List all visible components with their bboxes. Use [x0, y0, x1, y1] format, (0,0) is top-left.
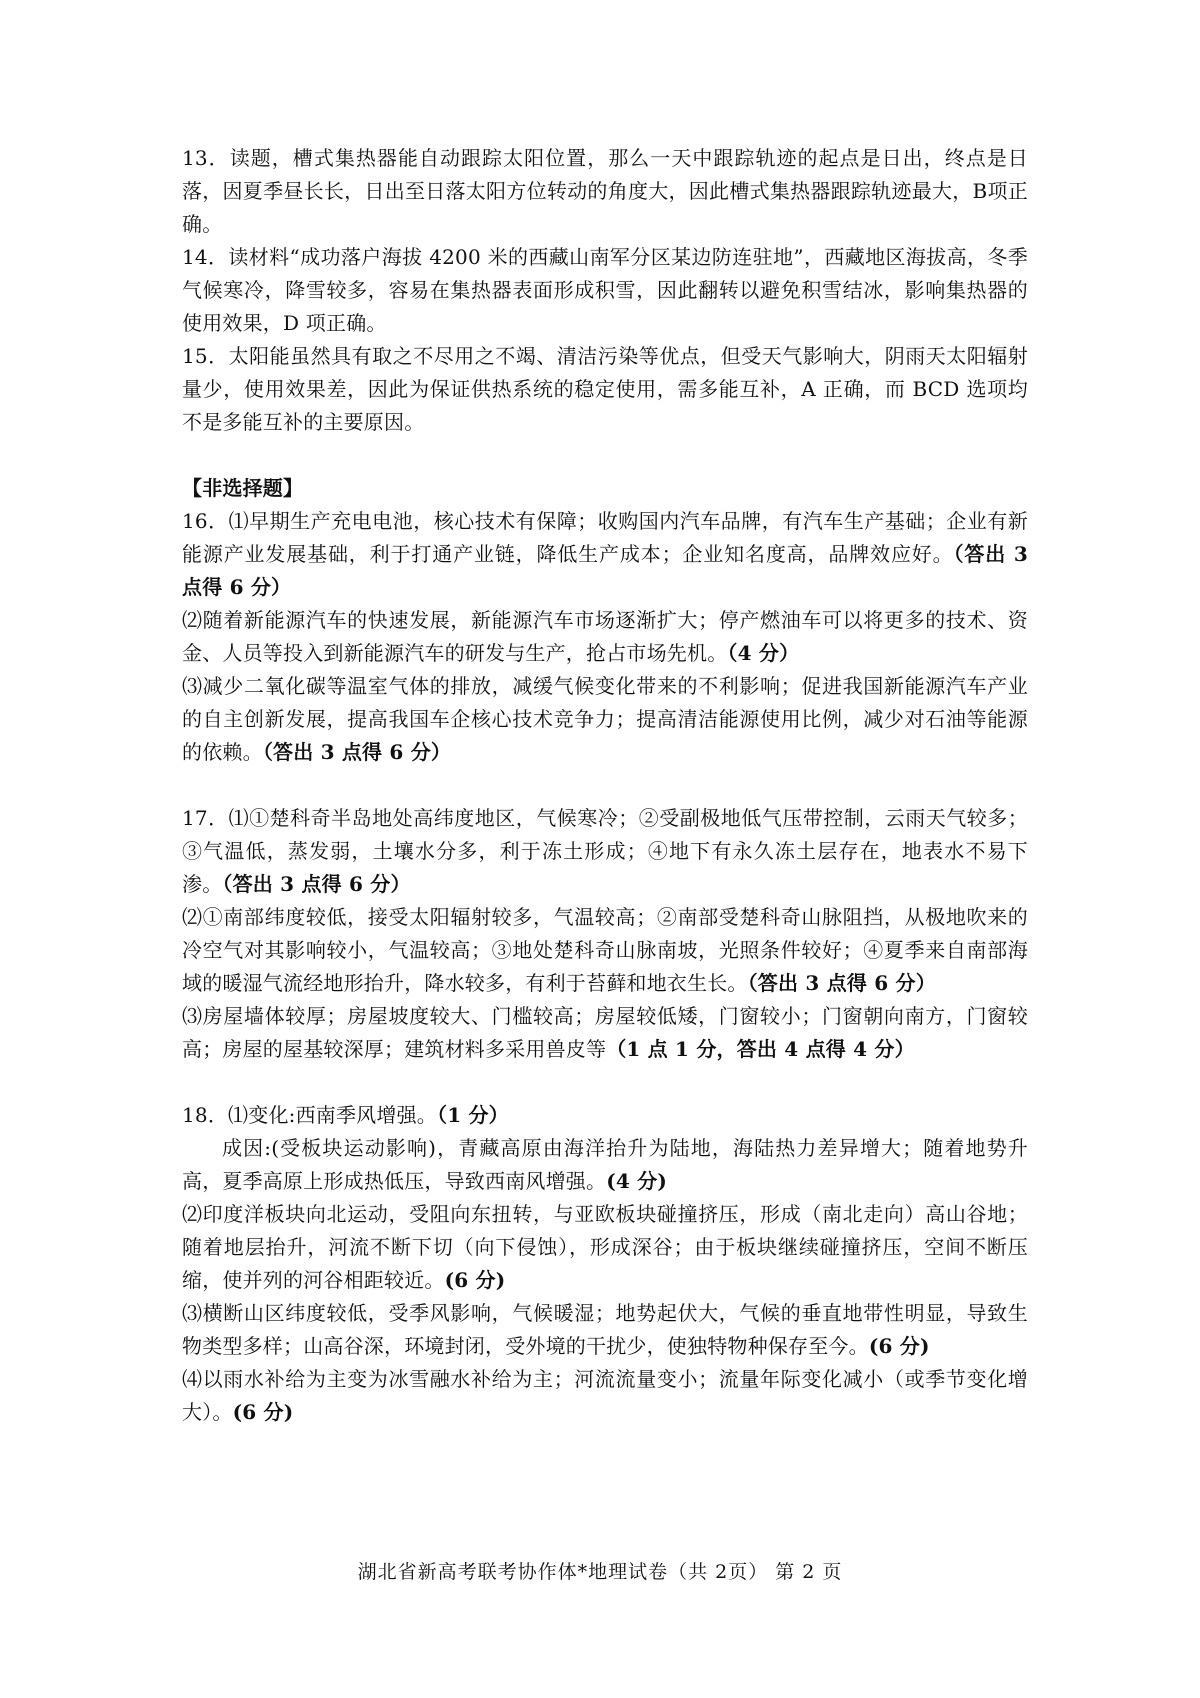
- score-note: （答出 3 点得 6 分）: [747, 971, 936, 995]
- answer-q18-part3: [182, 1297, 1028, 1363]
- answer-text: ⑶横断山区纬度较低，受季风影响，气候暖湿；地势起伏大，气候的垂直地带性明显，导致生物类型多样；山高谷深，环境封闭，受外境的干扰少，使独特物种保存至今。: [182, 1301, 1028, 1358]
- score-note: （答出 3 点得 6 分）: [222, 872, 411, 896]
- score-note: （4 分）: [727, 641, 800, 665]
- answer-q16-part1: [182, 505, 1028, 604]
- answer-q17-part1: [182, 802, 1028, 901]
- answer-q15: 15．太阳能虽然具有取之不尽用之不竭、清洁污染等优点，但受天气影响大，阴雨天太阳辐射量少，使用效果差，因此为保证供热系统的稳定使用，需多能互补，A 正确，而 BCD 选项均不是多能互补的主要原因。: [182, 344, 1028, 434]
- page-footer: 湖北省新高考联考协作体*地理试卷（共 2页） 第 2 页: [357, 1561, 843, 1583]
- answer-q18-part4: [182, 1363, 1028, 1429]
- answer-q14: 14．读材料“成功落户海拔 4200 米的西藏山南军分区某边防连驻地”，西藏地区海拔高，冬季气候寒冷，降雪较多，容易在集热器表面形成积雪，因此翻转以避免积雪结冰，影响集热器的使用效果，D 项正确。: [182, 245, 1028, 335]
- answer-text: 18．⑴变化:西南季风增强。: [182, 1103, 437, 1127]
- answer-text: 17．⑴①楚科奇半岛地处高纬度地区，气候寒冷；②受副极地低气压带控制，云雨天气较多；③气温低，蒸发弱，土壤水分多，利于冻土形成；④地下有永久冻土层存在，地表水不易下渗。: [182, 806, 1028, 896]
- section-heading-non-choice: 【非选择题】: [182, 476, 304, 500]
- answer-text: ⑵①南部纬度较低，接受太阳辐射较多，气温较高；②南部受楚科奇山脉阻挡，从极地吹来的冷空气对其影响较小，气温较高；③地处楚科奇山脉南坡，光照条件较好；④夏季来自南部海域的暖湿气流经地形抬升，降水较多，有利于苔藓和地衣生长。: [182, 905, 1028, 995]
- answer-text: ⑷以雨水补给为主变为冰雪融水补给为主；河流流量变小；流量年际变化减小（或季节变化增大）。: [182, 1367, 1028, 1424]
- score-note: (4 分): [606, 1169, 668, 1193]
- answer-text: 成因:(受板块运动影响)，青藏高原由海洋抬升为陆地，海陆热力差异增大；随着地势升高，夏季高原上形成热低压，导致西南风增强。: [182, 1136, 1028, 1193]
- answer-content: [182, 142, 1028, 1429]
- score-note: (6 分): [444, 1268, 506, 1292]
- score-note: (6 分): [232, 1400, 294, 1424]
- answer-q18-part2: [182, 1198, 1028, 1297]
- answer-q18-part1: [182, 1099, 1028, 1132]
- score-note: (6 分): [868, 1334, 930, 1358]
- answer-q16-part2: [182, 604, 1028, 670]
- score-note: （答出 3 点得 6 分）: [182, 542, 1028, 599]
- answer-q18-part1-cause: [182, 1132, 1028, 1198]
- answer-text: ⑵随着新能源汽车的快速发展，新能源汽车市场逐渐扩大；停产燃油车可以将更多的技术、资金、人员等投入到新能源汽车的研发与生产，抢占市场先机。: [182, 608, 1028, 665]
- answer-q16-part3: [182, 670, 1028, 769]
- score-note: （答出 3 点得 6 分）: [262, 740, 452, 764]
- score-note: （1 点 1 分，答出 4 点得 4 分）: [606, 1037, 915, 1061]
- spacer: [182, 1066, 1028, 1099]
- spacer: [182, 439, 1028, 472]
- spacer: [182, 769, 1028, 802]
- score-note: （1 分）: [437, 1103, 509, 1127]
- answer-q13: 13．读题，槽式集热器能自动跟踪太阳位置，那么一天中跟踪轨迹的起点是日出，终点是日落，因夏季昼长长，日出至日落太阳方位转动的角度大，因此槽式集热器跟踪轨迹最大，B项正确。: [182, 146, 1028, 236]
- answer-text: 16．⑴早期生产充电电池，核心技术有保障；收购国内汽车品牌，有汽车生产基础；企业有新能源产业发展基础，利于打通产业链，降低生产成本；企业知名度高，品牌效应好。: [182, 509, 1028, 566]
- answer-text: ⑶减少二氧化碳等温室气体的排放，减缓气候变化带来的不利影响；促进我国新能源汽车产业的自主创新发展，提高我国车企核心技术竞争力；提高清洁能源使用比例，减少对石油等能源的依赖。: [182, 674, 1028, 764]
- answer-text: ⑵印度洋板块向北运动，受阻向东扭转，与亚欧板块碰撞挤压，形成（南北走向）高山谷地；随着地层抬升，河流不断下切（向下侵蚀），形成深谷；由于板块继续碰撞挤压，空间不断压缩，使并列的河谷相距较近。: [182, 1202, 1028, 1292]
- answer-text: ⑶房屋墙体较厚；房屋坡度较大、门槛较高；房屋较低矮，门窗较小；门窗朝向南方，门窗较高；房屋的屋基较深厚；建筑材料多采用兽皮等: [182, 1004, 1028, 1061]
- answer-q17-part2: [182, 901, 1028, 1000]
- answer-q17-part3: [182, 1000, 1028, 1066]
